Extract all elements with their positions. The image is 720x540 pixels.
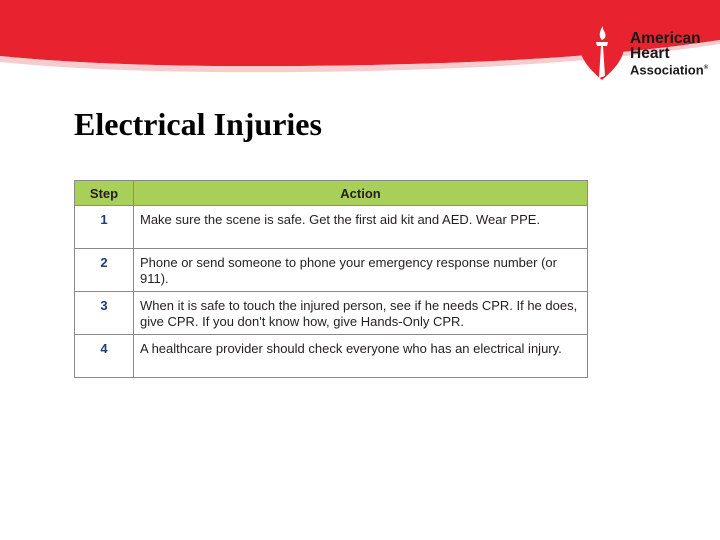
logo-line-heart: Heart [630,45,670,62]
steps-table [74,180,588,378]
table-header-row [75,181,588,206]
step-number: 3 [75,292,134,335]
column-header-action: Action [134,181,588,206]
step-action: When it is safe to touch the injured person, see if he needs CPR. If he does, give CPR. If you don't know how, give Hands-Only CPR. [134,292,588,335]
step-number: 1 [75,206,134,249]
heart-torch-icon [578,22,626,82]
step-action: A healthcare provider should check everyone who has an electrical injury. [134,335,588,378]
table-row [75,335,588,378]
table-row [75,292,588,335]
column-header-step: Step [75,181,134,206]
table-row [75,249,588,292]
slide-title: Electrical Injuries [74,106,322,142]
step-action: Make sure the scene is safe. Get the first aid kit and AED. Wear PPE. [134,206,588,249]
step-number: 2 [75,249,134,292]
table-row [75,206,588,249]
aha-logo-wordmark [630,31,708,77]
step-number: 4 [75,335,134,378]
logo-line-american: American [630,30,701,47]
logo-line-association: Association® [630,62,709,78]
step-action: Phone or send someone to phone your emergency response number (or 911). [134,249,588,292]
